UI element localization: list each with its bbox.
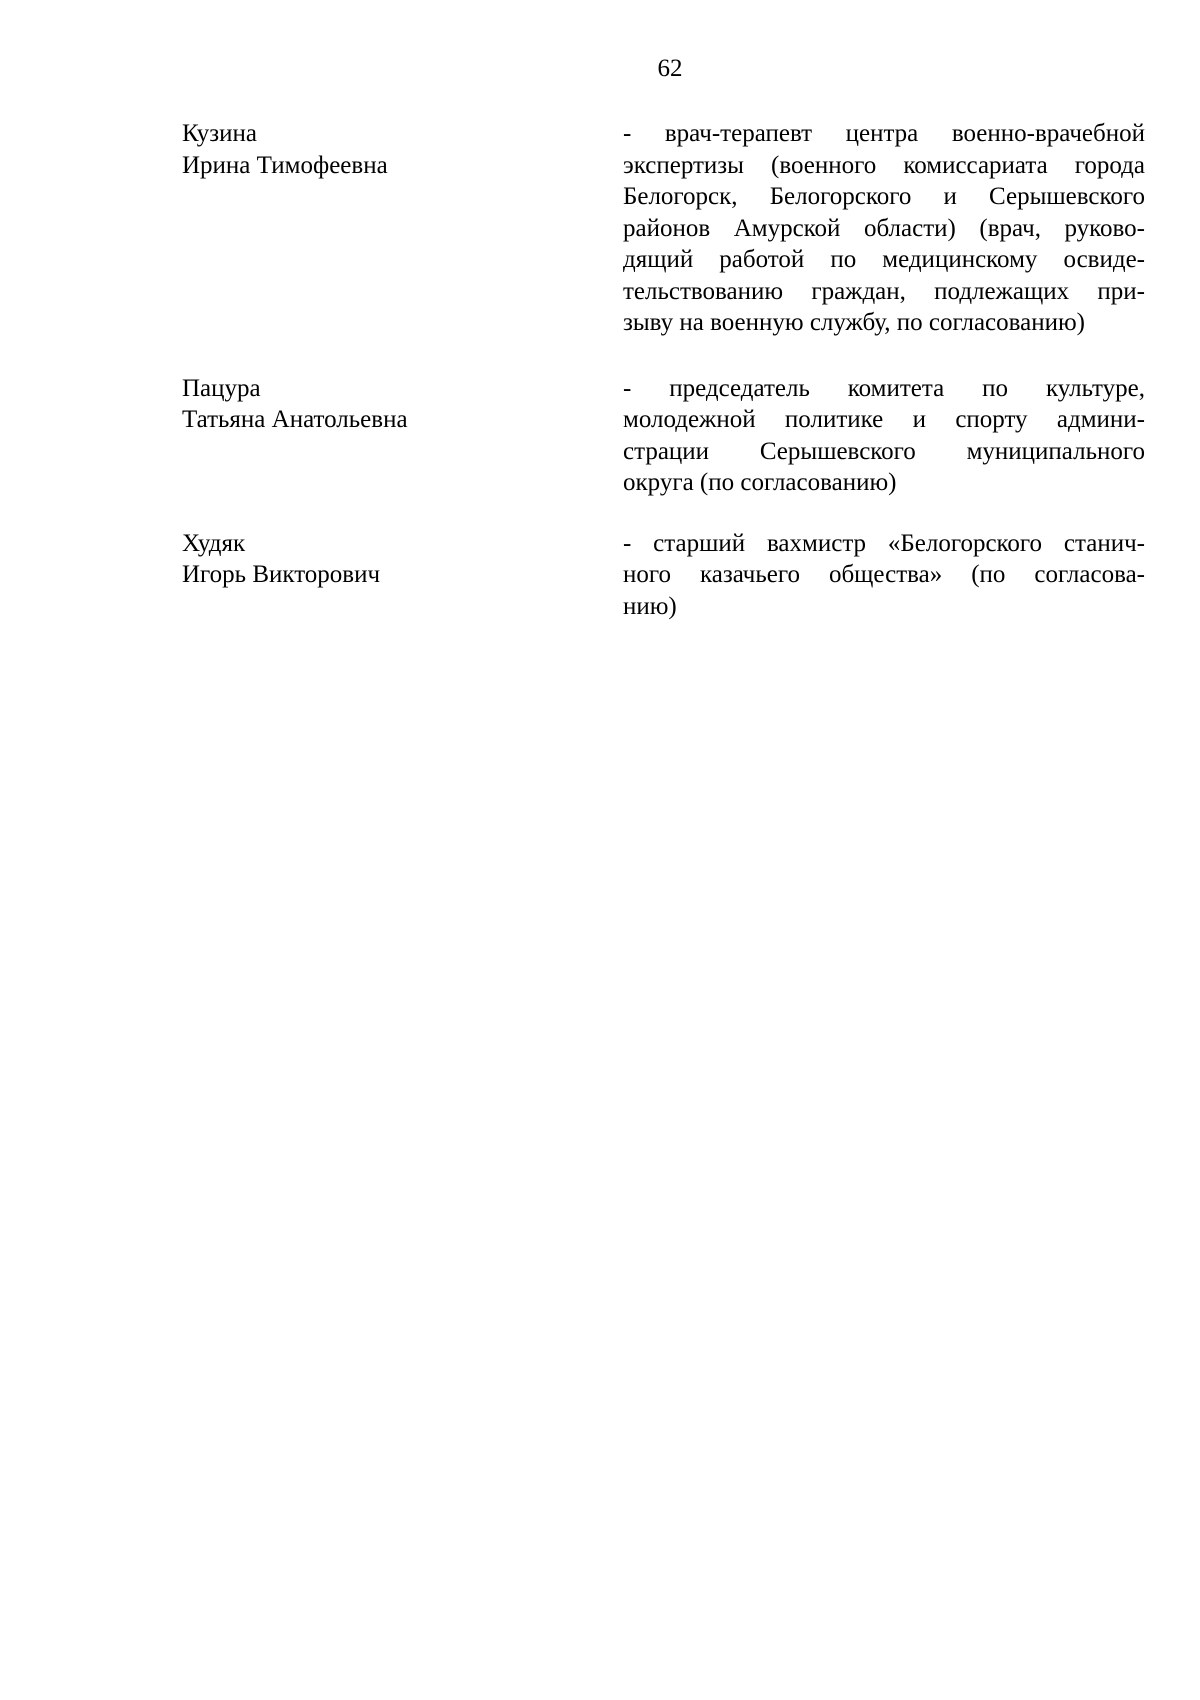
member-surname: Кузина (182, 120, 258, 147)
member-name (182, 373, 602, 436)
entry-spacer (0, 499, 1200, 528)
position-line: дящий работой по медицинскому освиде- (623, 246, 1145, 273)
member-position (623, 373, 1145, 499)
member-given-names: Татьяна Анатольевна (182, 406, 408, 433)
position-line: Белогорск, Белогорского и Серышевского (623, 183, 1145, 210)
position-line: районов Амурской области) (врач, руково- (623, 214, 1145, 242)
member-surname: Пацура (182, 374, 261, 402)
member-name (182, 528, 602, 591)
position-line: зыву на военную службу, по согласованию) (623, 309, 1085, 336)
member-name (182, 118, 602, 181)
member-list (0, 118, 1200, 622)
position-line: тельствованию граждан, подлежащих при- (623, 277, 1145, 305)
member-entry-patsura (0, 373, 1200, 499)
member-given-names: Игорь Викторович (182, 561, 381, 588)
position-line: нию) (623, 592, 677, 620)
member-position (623, 118, 1145, 339)
member-entry-kuzina (0, 118, 1200, 339)
entry-spacer (0, 339, 1200, 373)
member-given-names: Ирина Тимофеевна (182, 151, 388, 179)
member-entry-khudyak (0, 528, 1200, 623)
position-line: округа (по согласованию) (623, 469, 897, 496)
position-line: ного казачьего общества» (по согласова- (623, 561, 1145, 588)
page-number: 62 (657, 55, 683, 82)
position-line: - председатель комитета по культуре, (623, 374, 1145, 402)
member-surname: Худяк (182, 529, 246, 557)
position-line: - старший вахмистр «Белогорского станич- (623, 529, 1145, 557)
position-line: молодежной политике и спорту админи- (623, 406, 1145, 433)
member-position (623, 528, 1145, 623)
position-line: страции Серышевского муниципального (623, 437, 1145, 465)
position-line: - врач-терапевт центра военно-врачебной (623, 120, 1145, 147)
position-line: экспертизы (военного комиссариата города (623, 151, 1145, 179)
